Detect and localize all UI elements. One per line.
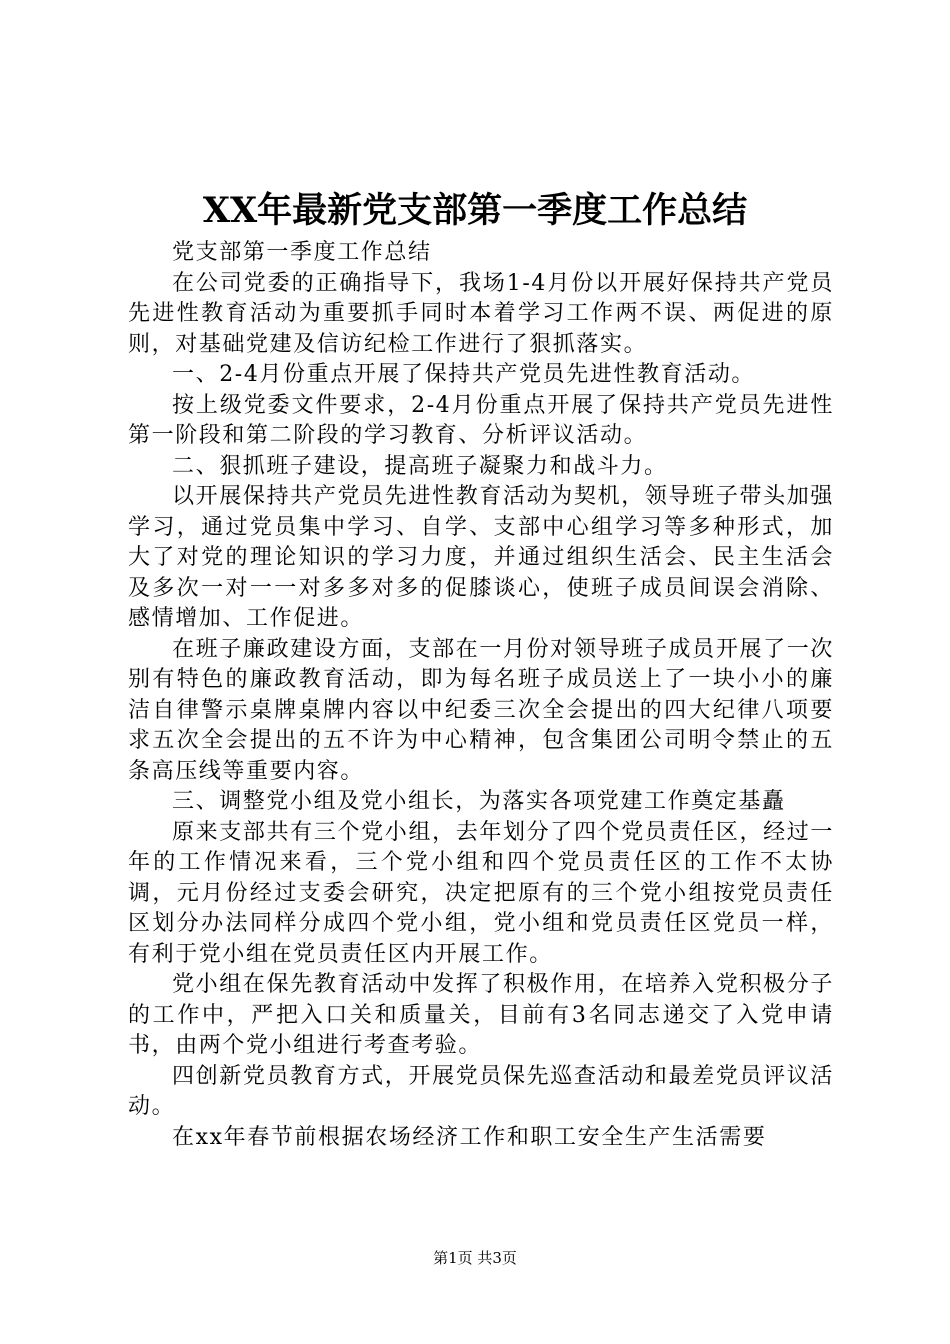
paragraph: 在公司党委的正确指导下，我场1-4月份以开展好保持共产党员先进性教育活动为重要抓手同时本着学习工作两不误、两促进的原则，对基础党建及信访纪检工作进行了狠抓落实。 [128,270,834,357]
paragraph: 按上级党委文件要求，2-4月份重点开展了保持共产党员先进性第一阶段和第二阶段的学习教育、分析评议活动。 [128,392,834,448]
paragraph: 在xx年春节前根据农场经济工作和职工安全生产生活需要 [172,1124,767,1150]
section-heading: 四创新党员教育方式，开展党员保先巡查活动和最差党员评议活动。 [128,1063,834,1119]
page-number: 第1页 共3页 [433,1249,517,1267]
paragraph: 在班子廉政建设方面，支部在一月份对领导班子成员开展了一次别有特色的廉政教育活动，即为每名班子成员送上了一块小小的廉洁自律警示桌牌桌牌内容以中纪委三次全会提出的四大纪律八项要求五次全会提出的五不许为中心精神，包含集团公司明令禁止的五条高压线等重要内容。 [128,636,834,784]
section-heading: 三、调整党小组及党小组长，为落实各项党建工作奠定基矗 [172,789,786,814]
section-heading: 一、2-4月份重点开展了保持共产党员先进性教育活动。 [172,362,756,387]
document-body [128,238,834,1153]
paragraph: 党支部第一季度工作总结 [172,240,432,265]
document-title: XX年最新党支部第一季度工作总结 [202,190,748,231]
paragraph: 原来支部共有三个党小组，去年划分了四个党员责任区，经过一年的工作情况来看，三个党小组和四个党员责任区的工作不太协调，元月份经过支委会研究，决定把原有的三个党小组按党员责任区划分办法同样分成四个党小组，党小组和党员责任区党员一样，有利于党小组在党员责任区内开展工作。 [128,819,834,967]
paragraph: 以开展保持共产党员先进性教育活动为契机，领导班子带头加强学习，通过党员集中学习、自学、支部中心组学习等多种形式，加大了对党的理论知识的学习力度，并通过组织生活会、民主生活会及多次一对一一对多多对多的促膝谈心，使班子成员间误会消除、感情增加、工作促进。 [128,484,834,631]
section-heading: 二、狠抓班子建设，提高班子凝聚力和战斗力。 [172,453,668,479]
paragraph: 党小组在保先教育活动中发挥了积极作用，在培养入党积极分子的工作中，严把入口关和质量关，目前有3名同志递交了入党申请书，由两个党小组进行考查考验。 [128,972,834,1058]
